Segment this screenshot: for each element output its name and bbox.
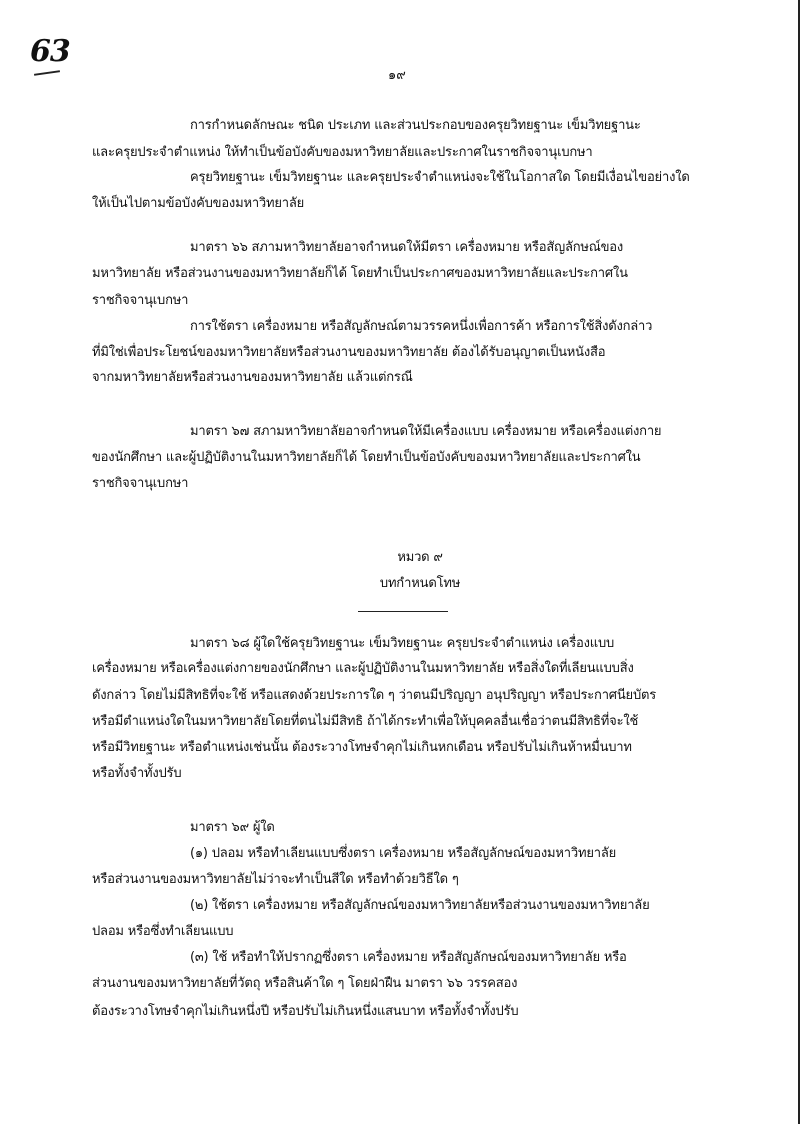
section-66-line: มาตรา ๖๖ สภามหาวิทยาลัยอาจกำหนดให้มีตรา เครื่องหมาย หรือสัญลักษณ์ของ [190, 240, 624, 255]
heading-underline [358, 611, 448, 612]
section-69-line: ปลอม หรือซึ่งทำเลียนแบบ [92, 924, 234, 939]
paragraph-line: ให้เป็นไปตามข้อบังคับของมหาวิทยาลัย [92, 196, 305, 211]
section-69-line: (๓) ใช้ หรือทำให้ปรากฏซึ่งตรา เครื่องหมาย หรือสัญลักษณ์ของมหาวิทยาลัย หรือ [190, 950, 627, 965]
section-67-line: ของนักศึกษา และผู้ปฏิบัติงานในมหาวิทยาลัยก็ได้ โดยทำเป็นข้อบังคับของมหาวิทยาลัยและประกาศใน [92, 450, 641, 465]
section-68-line: มาตรา ๖๘ ผู้ใดใช้ครุยวิทยฐานะ เข็มวิทยฐานะ ครุยประจำตำแหน่ง เครื่องแบบ [190, 636, 615, 651]
section-69-line: มาตรา ๖๙ ผู้ใด [190, 820, 275, 835]
section-66-line: ราชกิจจานุเบกษา [92, 293, 189, 308]
section-68-line: หรือทั้งจำทั้งปรับ [92, 766, 182, 781]
section-68-line: หรือมีตำแหน่งใดในมหาวิทยาลัยโดยที่ตนไม่มีสิทธิ ถ้าได้กระทำเพื่อให้บุคคลอื่นเชื่อว่าตนมีสิทธิที่จะใช้ [92, 714, 639, 729]
paragraph-line: การกำหนดลักษณะ ชนิด ประเภท และส่วนประกอบของครุยวิทยฐานะ เข็มวิทยฐานะ [190, 118, 641, 133]
page-number: ๑๙ [388, 68, 406, 83]
chapter-title: บทกำหนดโทษ [379, 576, 461, 591]
section-66-line: การใช้ตรา เครื่องหมาย หรือสัญลักษณ์ตามวรรคหนึ่งเพื่อการค้า หรือการใช้สิ่งดังกล่าว [190, 319, 653, 334]
section-68-line: เครื่องหมาย หรือเครื่องแต่งกายของนักศึกษา และผู้ปฏิบัติงานในมหาวิทยาลัย หรือสิ่งใดที่เลียนแบบสิ่ง [92, 661, 634, 676]
section-68-line: ดังกล่าว โดยไม่มีสิทธิที่จะใช้ หรือแสดงด้วยประการใด ๆ ว่าตนมีปริญญา อนุปริญญา หรือประกาศนียบัตร [92, 688, 657, 703]
section-66-line: ที่มิใช่เพื่อประโยชน์ของมหาวิทยาลัยหรือส่วนงานของมหาวิทยาลัย ต้องได้รับอนุญาตเป็นหนังสือ [92, 345, 606, 360]
section-69-line: (๑) ปลอม หรือทำเลียนแบบซึ่งตรา เครื่องหมาย หรือสัญลักษณ์ของมหาวิทยาลัย [190, 846, 617, 861]
section-69-line: ต้องระวางโทษจำคุกไม่เกินหนึ่งปี หรือปรับไม่เกินหนึ่งแสนบาท หรือทั้งจำทั้งปรับ [92, 1004, 519, 1019]
section-69-line: ส่วนงานของมหาวิทยาลัยที่วัตถุ หรือสินค้าใด ๆ โดยฝ่าฝืน มาตรา ๖๖ วรรคสอง [92, 976, 518, 991]
section-66-line: จากมหาวิทยาลัยหรือส่วนงานของมหาวิทยาลัย แล้วแต่กรณี [92, 370, 413, 385]
paragraph-line: และครุยประจำตำแหน่ง ให้ทำเป็นข้อบังคับของมหาวิทยาลัยและประกาศในราชกิจจานุเบกษา [92, 145, 593, 160]
section-69-line: (๒) ใช้ตรา เครื่องหมาย หรือสัญลักษณ์ของมหาวิทยาลัยหรือส่วนงานของมหาวิทยาลัย [190, 898, 650, 913]
handwritten-page-number: 63 [30, 34, 70, 69]
section-67-line: มาตรา ๖๗ สภามหาวิทยาลัยอาจกำหนดให้มีเครื่องแบบ เครื่องหมาย หรือเครื่องแต่งกาย [190, 424, 662, 439]
chapter-heading: หมวด ๙ [397, 550, 443, 565]
section-69-line: หรือส่วนงานของมหาวิทยาลัยไม่ว่าจะทำเป็นสีใด หรือทำด้วยวิธีใด ๆ [92, 872, 459, 887]
section-66-line: มหาวิทยาลัย หรือส่วนงานของมหาวิทยาลัยก็ได้ โดยทำเป็นประกาศของมหาวิทยาลัยและประกาศใน [92, 266, 628, 281]
section-68-line: หรือมีวิทยฐานะ หรือตำแหน่งเช่นนั้น ต้องระวางโทษจำคุกไม่เกินหกเดือน หรือปรับไม่เกินห้าหมื่นบาท [92, 740, 632, 755]
section-67-line: ราชกิจจานุเบกษา [92, 476, 189, 491]
paragraph-line: ครุยวิทยฐานะ เข็มวิทยฐานะ และครุยประจำตำแหน่งจะใช้ในโอกาสใด โดยมีเงื่อนไขอย่างใด [190, 170, 690, 185]
handwritten-underline [34, 70, 60, 76]
